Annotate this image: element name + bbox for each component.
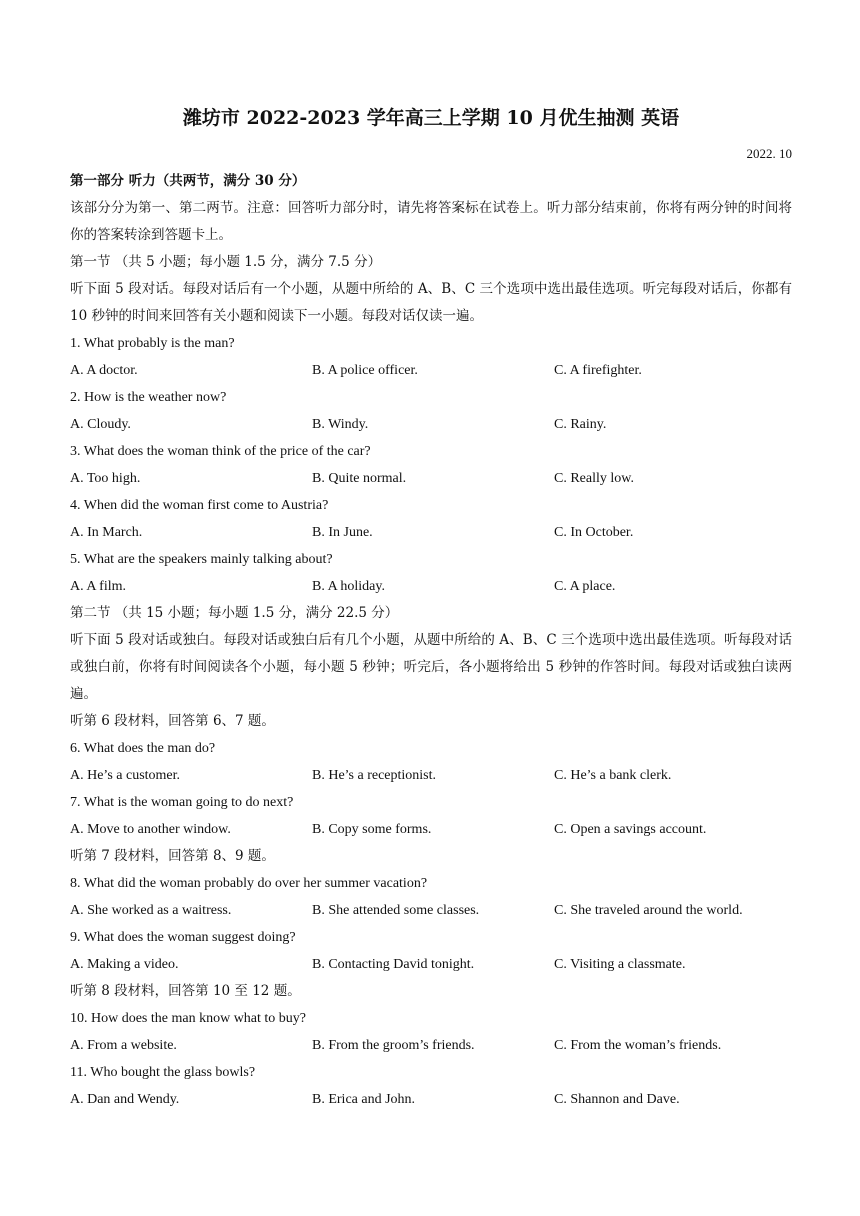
option-11a: A. Dan and Wendy.: [70, 1092, 180, 1107]
option-1c: C. A firefighter.: [554, 363, 642, 378]
question-3: 3. What does the woman think of the price of the car?: [70, 444, 371, 459]
option-2b: B. Windy.: [312, 417, 369, 432]
options-8: [70, 897, 792, 924]
option-6a: A. He’s a customer.: [70, 768, 181, 783]
options-10: [70, 1032, 792, 1059]
option-6b: B. He’s a receptionist.: [312, 768, 437, 783]
material-note-7: 听第 7 段材料，回答第 8、9 题。: [70, 848, 275, 864]
options-7: [70, 816, 792, 843]
option-10b: B. From the groom’s friends.: [312, 1038, 475, 1053]
part1-intro: 该部分分为第一、第二两节。注意：回答听力部分时，请先将答案标在试卷上。听力部分结束前，你将有两分钟的时间将你的答案转涂到答题卡上。: [70, 200, 792, 243]
option-1a: A. A doctor.: [70, 363, 138, 378]
question-11: 11. Who bought the glass bowls?: [70, 1065, 256, 1080]
question-9: 9. What does the woman suggest doing?: [70, 930, 296, 945]
option-7a: A. Move to another window.: [70, 822, 231, 837]
option-4b: B. In June.: [312, 525, 373, 540]
question-7: 7. What is the woman going to do next?: [70, 795, 294, 810]
question-1: 1. What probably is the man?: [70, 336, 235, 351]
options-9: [70, 951, 792, 978]
option-6c: C. He’s a bank clerk.: [554, 768, 672, 783]
options-1: [70, 357, 792, 384]
option-3c: C. Really low.: [554, 471, 634, 486]
section1-heading: 第一节 （共 5 小题；每小题 1.5 分，满分 7.5 分）: [70, 254, 382, 270]
option-1b: B. A police officer.: [312, 363, 418, 378]
question-8: 8. What did the woman probably do over her summer vacation?: [70, 876, 428, 891]
question-2: 2. How is the weather now?: [70, 390, 227, 405]
section2-heading: 第二节 （共 15 小题；每小题 1.5 分，满分 22.5 分）: [70, 605, 399, 621]
option-4c: C. In October.: [554, 525, 634, 540]
section2-instructions: 听下面 5 段对话或独白。每段对话或独白后有几个小题，从题中所给的 A、B、C 三个选项中选出最佳选项。听每段对话或独白前，你将有时间阅读各个小题，每小题 5 秒钟；听完后，各小题将给出 5 秒钟的作答时间。每段对话或独白读两遍。: [70, 632, 792, 702]
option-2a: A. Cloudy.: [70, 417, 131, 432]
options-6: [70, 762, 792, 789]
option-10c: C. From the woman’s friends.: [554, 1038, 722, 1053]
options-2: [70, 411, 792, 438]
question-10: 10. How does the man know what to buy?: [70, 1011, 307, 1026]
question-6: 6. What does the man do?: [70, 741, 216, 756]
exam-title: 潍坊市 2022-2023 学年高三上学期 10 月优生抽测 英语: [182, 107, 680, 129]
options-3: [70, 465, 792, 492]
option-2c: C. Rainy.: [554, 417, 607, 432]
option-9a: A. Making a video.: [70, 957, 179, 972]
option-8b: B. She attended some classes.: [312, 903, 480, 918]
question-5: 5. What are the speakers mainly talking about?: [70, 552, 333, 567]
option-3a: A. Too high.: [70, 471, 141, 486]
section1-instructions: 听下面 5 段对话。每段对话后有一个小题，从题中所给的 A、B、C 三个选项中选出最佳选项。听完每段对话后，你都有 10 秒钟的时间来回答有关小题和阅读下一小题。每段对话仅读一遍。: [70, 281, 792, 324]
exam-date: 2022. 10: [746, 146, 792, 161]
options-4: [70, 519, 792, 546]
material-note-8: 听第 8 段材料，回答第 10 至 12 题。: [70, 983, 301, 999]
option-11c: C. Shannon and Dave.: [554, 1092, 680, 1107]
option-8c: C. She traveled around the world.: [554, 903, 743, 918]
part1-heading: 第一部分 听力（共两节，满分 30 分）: [70, 173, 306, 189]
options-11: [70, 1086, 792, 1113]
option-5c: C. A place.: [554, 579, 616, 594]
option-9c: C. Visiting a classmate.: [554, 957, 686, 972]
option-8a: A. She worked as a waitress.: [70, 903, 232, 918]
option-7b: B. Copy some forms.: [312, 822, 432, 837]
option-7c: C. Open a savings account.: [554, 822, 707, 837]
option-9b: B. Contacting David tonight.: [312, 957, 475, 972]
material-note-6: 听第 6 段材料，回答第 6、7 题。: [70, 713, 275, 729]
option-5a: A. A film.: [70, 579, 127, 594]
exam-content: [70, 168, 792, 1113]
option-11b: B. Erica and John.: [312, 1092, 416, 1107]
option-10a: A. From a website.: [70, 1038, 177, 1053]
question-4: 4. When did the woman first come to Austria?: [70, 498, 329, 513]
option-4a: A. In March.: [70, 525, 143, 540]
options-5: [70, 573, 792, 600]
option-5b: B. A holiday.: [312, 579, 385, 594]
option-3b: B. Quite normal.: [312, 471, 407, 486]
